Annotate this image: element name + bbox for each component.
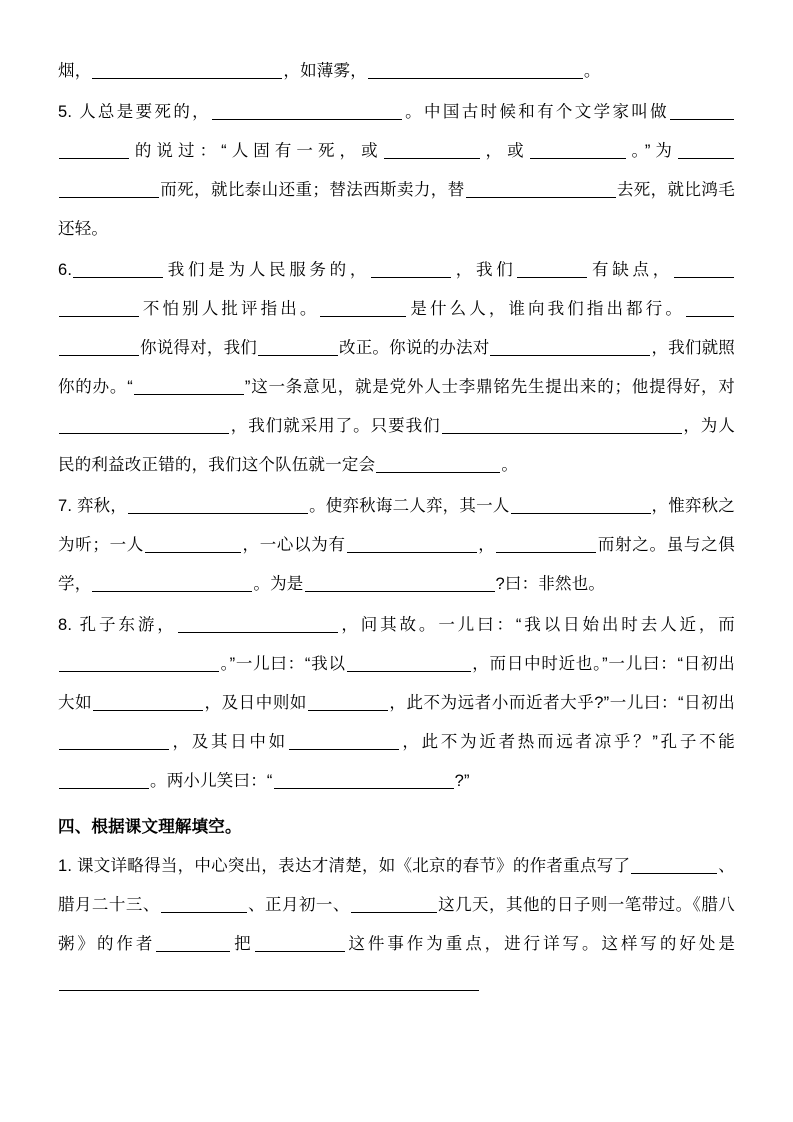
blank-fill[interactable] — [530, 141, 626, 159]
blank-fill[interactable] — [466, 180, 616, 198]
blank-fill[interactable] — [368, 61, 583, 79]
question-5 — [58, 93, 735, 249]
text-run: 不怕别人批评指出。 — [140, 300, 320, 318]
blank-fill[interactable] — [351, 895, 437, 913]
text-run: 7. 弈秋， — [58, 497, 128, 515]
text-run: 烟， — [58, 62, 92, 80]
text-run: 。使弈秋诲二人弈，其一人 — [309, 497, 510, 515]
text-run: 这几天，其他的日子则一笔带过。《腊八粥》的作者 — [58, 896, 735, 953]
blank-fill[interactable] — [371, 260, 451, 278]
blank-fill[interactable] — [347, 654, 471, 672]
text-run: 我们是为人民服务的， — [164, 261, 371, 279]
blank-fill[interactable] — [631, 856, 717, 874]
blank-fill[interactable] — [274, 771, 454, 789]
question-6 — [58, 251, 735, 485]
text-run: 、腊月二十三、 — [58, 857, 735, 914]
text-run: 。两小儿笑曰：“ — [150, 772, 273, 790]
text-run: ，或 — [480, 142, 529, 160]
blank-fill[interactable] — [161, 895, 247, 913]
blank-fill[interactable] — [384, 141, 480, 159]
text-run: ?曰：非然也。 — [495, 575, 606, 593]
text-run: ，惟弈秋之为听；一人 — [58, 497, 736, 554]
text-run: 而射之。虽与之俱学， — [58, 536, 736, 593]
blank-fill[interactable] — [212, 102, 402, 120]
blank-fill[interactable] — [178, 615, 338, 633]
blank-fill[interactable] — [92, 61, 282, 79]
blank-fill[interactable] — [92, 574, 252, 592]
blank-fill[interactable] — [517, 260, 587, 278]
text-run: 1. 课文详略得当，中心突出，表达才清楚，如《北京的春节》的作者重点写了 — [58, 857, 631, 875]
text-run: 的说过：“人固有一死，或 — [130, 142, 383, 160]
blank-fill[interactable] — [678, 141, 734, 159]
blank-fill[interactable] — [59, 732, 169, 750]
blank-fill[interactable] — [73, 260, 163, 278]
text-run: ，此不为远者小而近者大乎?”一儿曰：“日初出 — [389, 694, 735, 712]
blank-fill[interactable] — [289, 732, 399, 750]
blank-fill[interactable] — [93, 693, 203, 711]
blank-fill[interactable] — [442, 416, 682, 434]
blank-fill[interactable] — [59, 654, 219, 672]
text-run: ，我们 — [452, 261, 517, 279]
text-run: 改正。你说的办法对 — [339, 339, 490, 357]
text-run: ，为人民的利益改正错的，我们这个队伍就一定会 — [58, 417, 735, 474]
text-run: 。 — [583, 62, 601, 80]
blank-fill[interactable] — [305, 574, 495, 592]
text-run: 。中国古时候和有个文学家叫做 — [403, 103, 669, 121]
blank-fill[interactable] — [376, 455, 500, 473]
text-run: 你说得对，我们 — [140, 339, 257, 357]
text-run: 去死，就比鸿毛还轻。 — [58, 181, 735, 238]
text-run: ， — [477, 536, 496, 554]
text-run: ，此不为近者热而远者凉乎？”孔子不能 — [399, 733, 735, 751]
blank-fill[interactable] — [258, 338, 338, 356]
text-run: ，我们就采用了。只要我们 — [230, 417, 441, 435]
blank-fill[interactable] — [347, 535, 477, 553]
blank-fill[interactable] — [490, 338, 650, 356]
text-run: 8. 孔子东游， — [58, 616, 177, 634]
text-run: 。 — [501, 456, 519, 474]
text-run: 。”为 — [626, 142, 677, 160]
text-run: 把 — [231, 935, 254, 953]
text-run: ，及其日中如 — [170, 733, 288, 751]
text-run: ，及日中则如 — [204, 694, 307, 712]
text-run: ”这一条意见，就是党外人士李鼎铭先生提出来的；他提得好，对 — [244, 378, 736, 396]
text-run: 有缺点， — [588, 261, 673, 279]
text-run: 5. 人总是要死的， — [58, 103, 212, 121]
blank-fill[interactable] — [59, 338, 139, 356]
document-body — [58, 52, 735, 1003]
question-8 — [58, 606, 735, 801]
blank-fill[interactable] — [59, 771, 149, 789]
blank-fill[interactable] — [134, 377, 244, 395]
blank-fill[interactable] — [59, 299, 139, 317]
text-run: ，问其故。一儿曰：“我以日始出时去人近，而 — [338, 616, 735, 634]
blank-fill[interactable] — [156, 934, 230, 952]
text-run: 是什么人，谁向我们指出都行。 — [407, 300, 685, 318]
blank-fill[interactable] — [128, 496, 308, 514]
paragraph-continuation — [58, 52, 735, 91]
text-run: 6. — [58, 261, 73, 279]
blank-fill[interactable] — [59, 973, 479, 991]
section4-question-1 — [58, 847, 735, 1003]
text-run: ，我们就照你的办。“ — [58, 339, 735, 396]
text-run: 、正月初一、 — [247, 896, 350, 914]
blank-fill[interactable] — [59, 141, 129, 159]
text-run: ?” — [454, 772, 470, 790]
blank-fill[interactable] — [511, 496, 651, 514]
text-run: 这件事作为重点，进行详写。这样写的好处是 — [345, 935, 736, 953]
section-heading-4: 四、根据课文理解填空。 — [58, 818, 242, 836]
blank-fill[interactable] — [145, 535, 241, 553]
blank-fill[interactable] — [496, 535, 596, 553]
question-7 — [58, 487, 735, 604]
text-run: 。”一儿曰：“我以 — [220, 655, 346, 673]
blank-fill[interactable] — [670, 102, 734, 120]
blank-fill[interactable] — [320, 299, 406, 317]
blank-fill[interactable] — [308, 693, 388, 711]
text-run: 。为是 — [253, 575, 304, 593]
blank-fill[interactable] — [59, 416, 229, 434]
blank-fill[interactable] — [674, 260, 734, 278]
blank-fill[interactable] — [686, 299, 734, 317]
text-run: 而死，就比泰山还重；替法西斯卖力，替 — [160, 181, 465, 199]
text-run: ，一心以为有 — [242, 536, 346, 554]
blank-fill[interactable] — [59, 180, 159, 198]
text-run: ，而日中时近也。”一儿曰：“日初出大如 — [58, 655, 735, 712]
blank-fill[interactable] — [255, 934, 345, 952]
text-run: ，如薄雾， — [283, 62, 367, 80]
